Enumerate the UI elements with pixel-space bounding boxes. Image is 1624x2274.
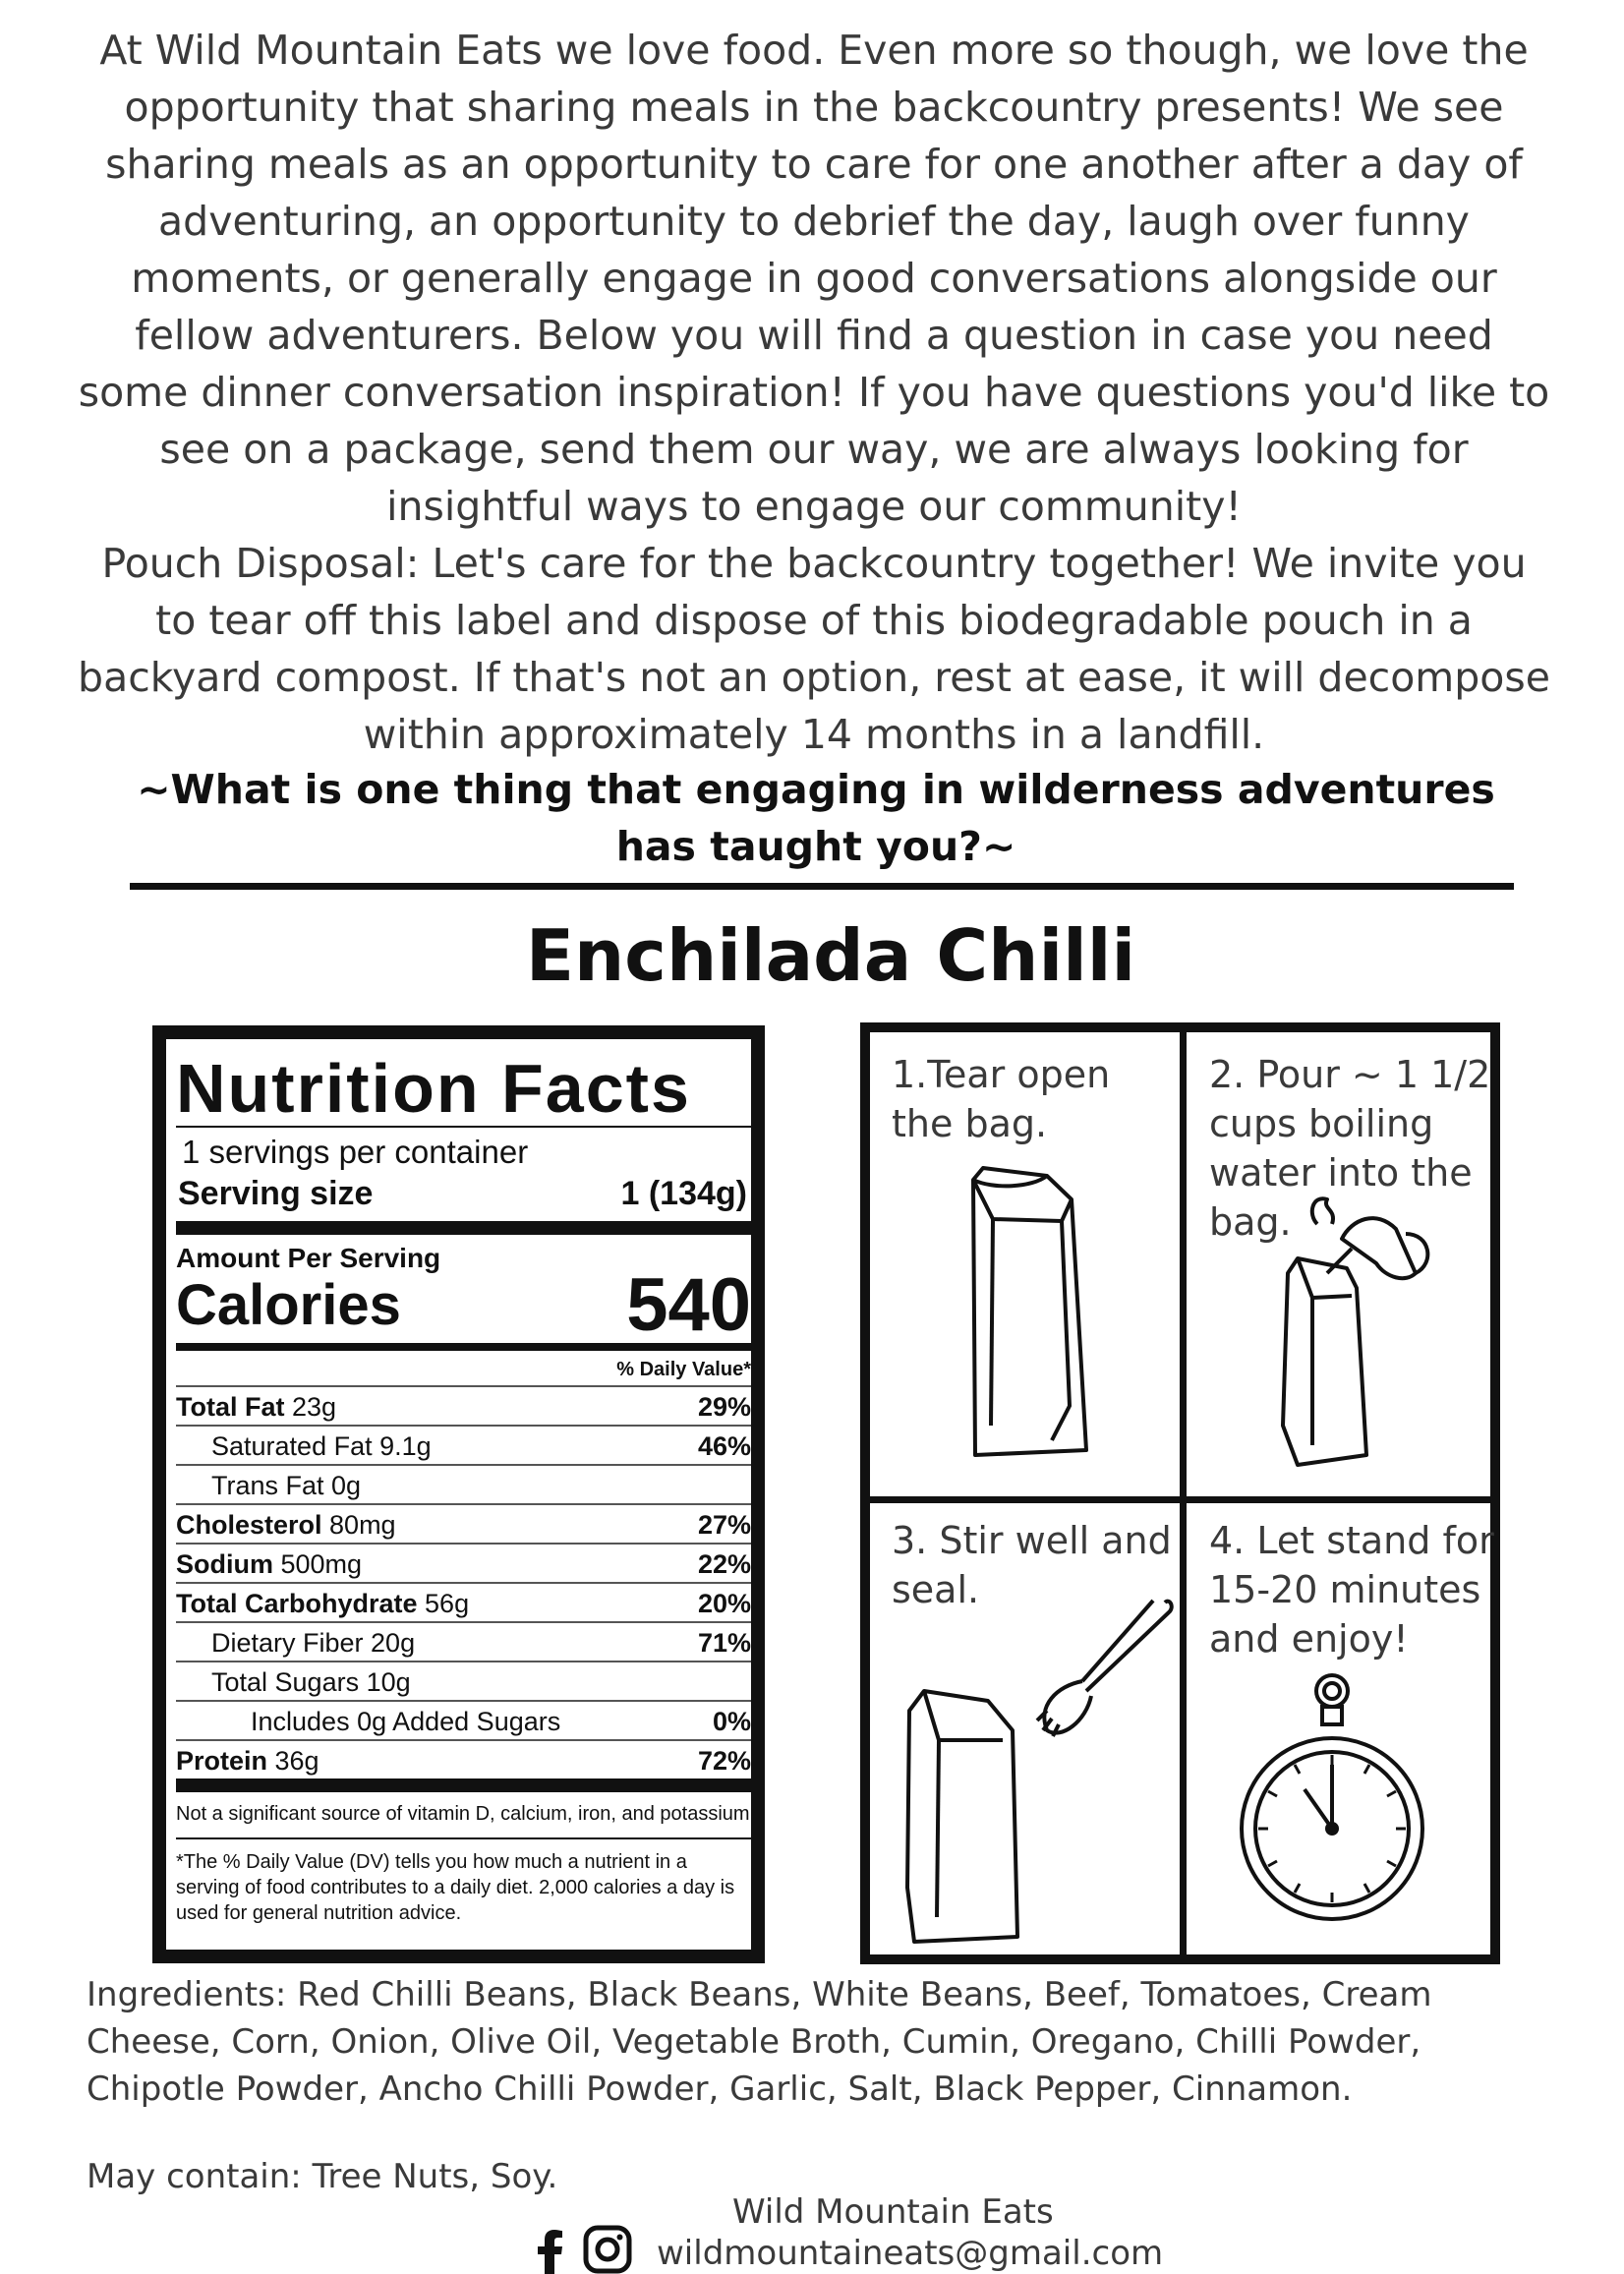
step-1-text: 1.Tear open the bag. [892,1053,1111,1145]
nutrient-row: Trans Fat 0g [176,1464,751,1503]
preparation-steps [860,1022,1500,1964]
vitamins-note: Not a significant source of vitamin D, calcium, iron, and potassium [176,1803,750,1825]
step-3-text: 3. Stir well and seal. [892,1519,1172,1611]
contact-email[interactable]: wildmountaineats@gmail.com [657,2234,1164,2273]
intro-text [77,22,1551,763]
disposal-paragraph: Pouch Disposal: Let's care for the backcountry together! We invite you to tear off this label and dispose of this biodegradable pouch in a backyard compost. If that's not an option, rest at ease, it will decompose within approximately 14 months in a landfill. [78,540,1550,758]
allergen-warning: May contain: Tree Nuts, Soy. [87,2157,558,2196]
divider [130,883,1514,890]
serving-size-value: 1 (134g) [620,1175,747,1212]
pouch-icon [954,1160,1101,1465]
nutrient-row: Cholesterol 80mg 27% [176,1503,751,1543]
kettle-pouring-icon [1258,1180,1445,1475]
daily-value-footnote: *The % Daily Value (DV) tells you how much a nutrient in a serving of food contributes to a daily diet. 2,000 calories a day is used for general nutrition advice. [176,1851,735,1924]
amount-per-serving: Amount Per Serving [176,1243,441,1273]
serving-size-label: Serving size [178,1175,374,1212]
instagram-icon[interactable] [583,2225,632,2274]
step-4-text: 4. Let stand for 15-20 minutes and enjoy! [1209,1519,1494,1661]
nutrient-row: Includes 0g Added Sugars 0% [176,1700,751,1739]
servings-per-container: 1 servings per container [182,1134,529,1170]
nutrient-row: Total Sugars 10g [176,1661,751,1700]
calories-label: Calories [176,1273,401,1337]
nutrition-facts-panel [152,1025,765,1963]
product-title: Enchilada Chilli [525,914,1136,997]
serving-size [176,1171,751,1221]
pouch-and-spork-icon [890,1593,1175,1956]
brand-name: Wild Mountain Eats [732,2192,1054,2232]
stopwatch-icon [1234,1671,1430,1927]
ingredients-list: Ingredients: Red Chilli Beans, Black Beans, White Beans, Beef, Tomatoes, Cream Cheese, Corn, Onion, Olive Oil, Vegetable Broth, Cumin, Oregano, Chilli Powder, Chipotle Powder, Ancho Chilli Powder, Garlic, Salt, Black Pepper, Cinnamon. [87,1975,1432,2109]
nutrient-row: Protein 36g 72% [176,1739,751,1778]
nutrient-row: Dietary Fiber 20g 71% [176,1621,751,1661]
conversation-question: ~What is one thing that engaging in wilderness adventures has taught you?~ [137,766,1495,870]
nutrition-heading: Nutrition Facts [176,1050,691,1127]
daily-value-header: % Daily Value* [616,1359,751,1380]
nutrient-row: Saturated Fat 9.1g 46% [176,1425,751,1464]
nutrient-row: Total Fat 23g 29% [176,1385,751,1425]
nutrient-row: Sodium 500mg 22% [176,1543,751,1582]
nutrient-row: Total Carbohydrate 56g 20% [176,1582,751,1621]
step-2-text: 2. Pour ~ 1 1/2 cups boiling water into the bag. [1209,1053,1491,1244]
calories-value: 540 [626,1263,751,1347]
facebook-icon[interactable] [536,2230,565,2274]
calories-row [176,1263,751,1347]
intro-paragraph: At Wild Mountain Eats we love food. Even more so though, we love the opportunity that sharing meals in the backcountry presents! We see sharing meals as an opportunity to care for one another after a day of adventuring, an opportunity to debrief the day, laugh over funny moments, or generally engage in good conversations alongside our fellow adventurers. Below you will find a question in case you need some dinner conversation inspiration! If you have questions you'd like to see on a package, send them our way, we are always looking for insightful ways to engage our community! [78,27,1550,530]
